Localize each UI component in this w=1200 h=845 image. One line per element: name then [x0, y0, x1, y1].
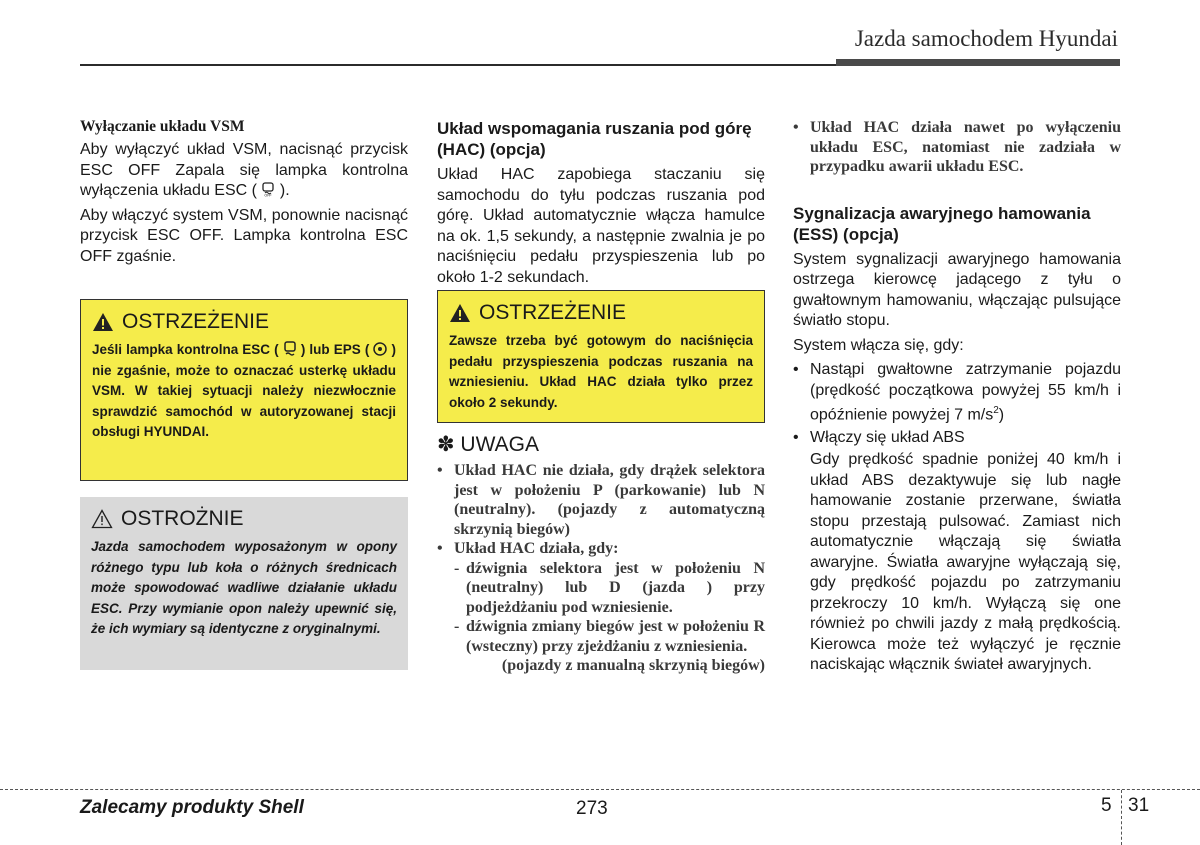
list-item-text: Układ HAC działa, gdy: [454, 540, 619, 557]
caution-triangle-icon [91, 509, 113, 529]
superscript: 2 [993, 405, 999, 416]
list-item-text: Układ HAC nie działa, gdy drążek selektora jest w położeniu P (parkowanie) lub N (neutralny). (pojazdy z automatyczną skrzynią biegów) [454, 462, 765, 538]
list-item [793, 428, 1121, 676]
column-middle [437, 118, 765, 292]
bullet: • [437, 462, 443, 479]
note-tail: (pojazdy z manualną skrzynią biegów) [501, 657, 765, 674]
dash: - [454, 618, 460, 635]
text-fragment: ) lub EPS ( [300, 342, 370, 357]
paragraph-vsm-off [80, 140, 408, 202]
caution-title [91, 507, 397, 531]
warning-triangle-icon [449, 303, 471, 323]
paragraph-vsm-on: Aby włączyć system VSM, ponownie nacisnąć przycisk ESC OFF. Lampka kontrolna ESC OFF zgaśnie. [80, 206, 408, 265]
footer-slogan: Zalecamy produkty Shell [80, 797, 304, 818]
bullet: • [793, 428, 799, 446]
section-heading-hac: Układ wspomagania ruszania pod górę (HAC) (opcja) [437, 119, 752, 159]
list-item [437, 539, 765, 676]
caution-title-text: OSTROŻNIE [121, 507, 244, 530]
list-item [793, 360, 1121, 426]
section-heading-ess: Sygnalizacja awaryjnego hamowania (ESS) (opcja) [793, 203, 1091, 244]
sub-item-text: dźwignia zmiany biegów jest w położeniu R (wsteczny) przy zjeżdżaniu z wzniesienia. [466, 618, 765, 655]
list-item-text: Włączy się układ ABS [810, 428, 965, 446]
list-item-text: Nastąpi gwałtowne zatrzymanie pojazdu (prędkość początkowa powyżej 55 km/h i opóźnienie powyżej 7 m/s [810, 361, 1121, 424]
esc-indicator-icon [283, 341, 297, 356]
text-fragment: ). [279, 182, 290, 199]
warning-title [449, 301, 753, 325]
footer-page-number: 273 [576, 798, 608, 819]
text-fragment: ) nie zgaśnie, może to oznaczać usterkę układu VSM. W takiej sytuacji należy niezwłocznie sprawdzić samochód w autoryzowanej stacji obsługi HYUNDAI. [92, 342, 397, 439]
text-fragment: ) [998, 406, 1005, 424]
footer-chapter-page: 31 [1128, 795, 1150, 816]
chapter-title: Jazda samochodem Hyundai [854, 26, 1118, 51]
warning-triangle-icon [92, 312, 114, 332]
ess-condition-list [793, 360, 1121, 676]
footer-rule [0, 789, 1200, 790]
paragraph-ess-conditions: System włącza się, gdy: [793, 336, 964, 354]
eps-indicator-icon [373, 341, 387, 356]
svg-text:OFF: OFF [264, 193, 273, 197]
footer-divider [1121, 790, 1122, 845]
list-item [437, 461, 765, 539]
warning-text: Zawsze trzeba być gotowym do naciśnięcia pedału przyspieszenia podczas ruszania na wzniesieniu. Układ HAC działa tylko przez około 2 sekundy. [449, 333, 753, 410]
warning-title-text: OSTRZEŻENIE [122, 310, 270, 333]
warning-title-text: OSTRZEŻENIE [479, 301, 627, 324]
note-list-continued [793, 118, 1121, 177]
dash: - [454, 559, 460, 577]
paragraph-hac: Układ HAC zapobiega staczaniu się samochodu do tyłu podczas ruszania pod górę. Układ automatycznie włącza hamulce na ok. 1,5 sekundy, a następnie zwalnia je po naciśnięciu pedału przyspieszenia lub po około 1-2 sekundach. [437, 166, 765, 286]
caution-text: Jazda samochodem wyposażonym w opony różnego typu lub koła o różnych średnicach może spowodować wadliwe działanie układu ESC. Przy wymianie opon należy upewnić się, że ich wymiary są identyczne z oryginalnymi. [91, 539, 397, 636]
bullet: • [793, 119, 799, 136]
bullet: • [793, 361, 799, 378]
list-item [793, 118, 1121, 177]
note-hac [437, 432, 765, 676]
text-fragment: Aby wyłączyć układ VSM, nacisnąć przycisk ESC OFF Zapala się lampka kontrolna wyłączenia układu ESC ( [80, 141, 408, 199]
note-title: ✽ UWAGA [437, 433, 539, 456]
sub-item [454, 559, 765, 618]
warning-text [92, 340, 396, 443]
header-accent-bar [836, 59, 1120, 66]
warning-title [92, 310, 396, 334]
list-item-body: Gdy prędkość spadnie poniżej 40 km/h i układ ABS dezaktywuje się lub nagłe hamowanie zostanie przerwane, światła stopu przestają pulsować. Zamiast nich automatycznie włączają się światła awaryjne. Światła awaryjne wyłączają się, gdy prędkość pojazdu po zatrzymaniu przekroczy 10 km/h. Wyłączą się one również po chwili jazdy z małą prędkością. Kierowca może też wyłączyć je ręcznie naciskając włącznik świateł awaryjnych. [810, 451, 1121, 674]
esc-off-icon [261, 182, 275, 197]
note-list [437, 461, 765, 676]
sub-item-text: dźwignia selektora jest w położeniu N (neutralny) lub D (jazda ) przy podjeżdżaniu pod wzniesienie. [466, 559, 765, 616]
sub-item [454, 617, 765, 656]
caution-box-tires [80, 497, 408, 670]
footer-chapter-number: 5 [1101, 795, 1112, 816]
column-right [793, 118, 1121, 678]
bullet: • [437, 540, 443, 557]
warning-box-hac [437, 290, 765, 423]
section-heading-vsm-off: Wyłączanie układu VSM [80, 118, 245, 135]
paragraph-ess: System sygnalizacji awaryjnego hamowania ostrzega kierowcę jadącego z tyłu o gwałtownym hamowaniu, włączając pulsujące światło stopu. [793, 250, 1121, 329]
column-left [80, 118, 408, 271]
warning-box-vsm [80, 299, 408, 481]
text-fragment: Jeśli lampka kontrolna ESC ( [92, 342, 279, 357]
list-item-text: Układ HAC działa nawet po wyłączeniu układu ESC, natomiast nie zadziała w przypadku awarii układu ESC. [810, 119, 1121, 175]
